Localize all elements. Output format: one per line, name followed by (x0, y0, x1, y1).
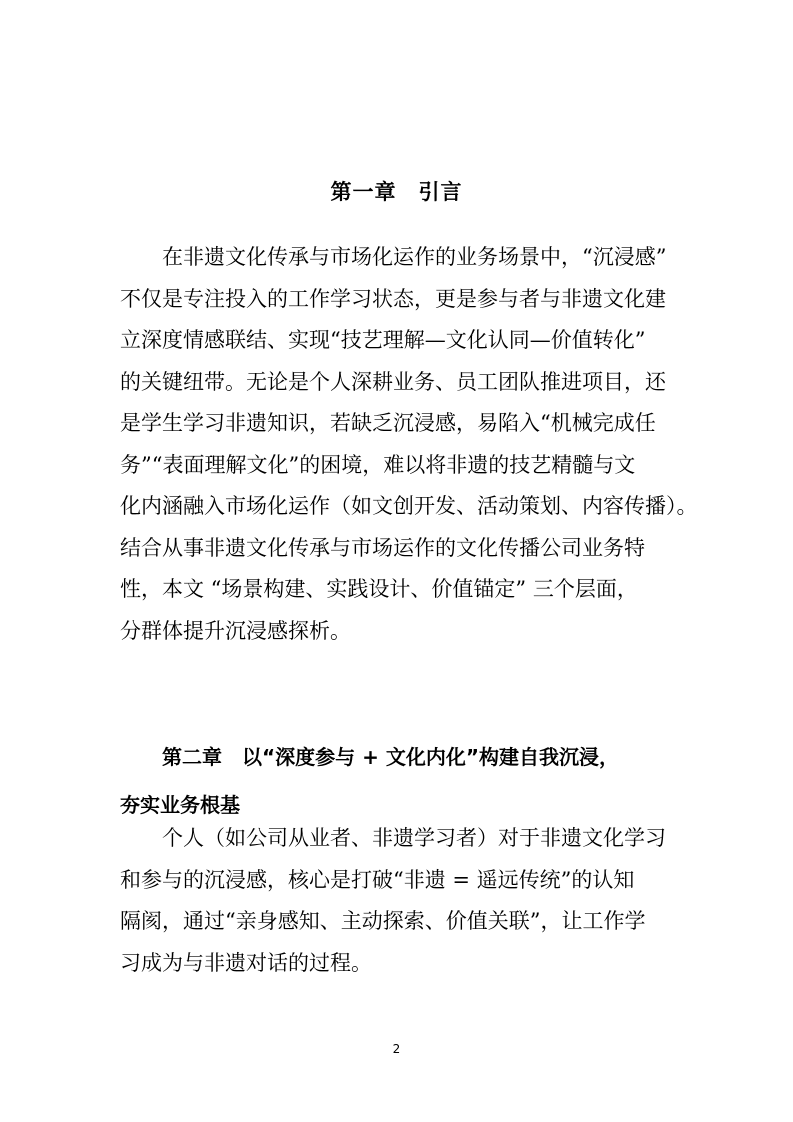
paragraph-line: 结合从事非遗文化传承与市场运作的文化传播公司业务特 (120, 535, 645, 560)
paragraph-line: 性，本文 “场景构建、实践设计、价值锚定” 三个层面， (120, 577, 638, 601)
chapter-2-title-line: 夯实业务根基 (120, 793, 240, 817)
paragraph-line: 是学生学习非遗知识，若缺乏沉浸感，易陷入“机械完成任 (120, 411, 656, 435)
paragraph-line: 不仅是专注投入的工作学习状态，更是参与者与非遗文化建 (120, 286, 666, 311)
paragraph-line: 分群体提升沉浸感探析。 (120, 618, 351, 643)
paragraph-line: 个人（如公司从业者、非遗学习者）对于非遗文化学习 (162, 826, 666, 850)
paragraph-line: 隔阂，通过“亲身感知、主动探索、价值关联”，让工作学 (120, 909, 646, 933)
chapter-1-paragraph (120, 237, 698, 652)
paragraph-line: 和参与的沉浸感，核心是打破“非遗 = 遥远传统”的认知 (120, 867, 635, 892)
chapter-1-title: 第一章 引言 (330, 180, 463, 204)
chapter-2-title-line: 第二章 以“深度参与 + 文化内化”构建自我沉浸， (162, 745, 619, 769)
paragraph-line: 的关键纽带。无论是个人深耕业务、员工团队推进项目，还 (120, 369, 666, 394)
paragraph-line: 立深度情感联结、实现“技艺理解—文化认同—价值转化” (120, 328, 646, 352)
paragraph-line: 化内涵融入市场化运作（如文创开发、活动策划、内容传播）。 (120, 494, 698, 518)
paragraph-line: 习成为与非遗对话的过程。 (120, 950, 372, 975)
paragraph-line: 务”“表面理解文化”的困境，难以将非遗的技艺精髓与文 (120, 452, 636, 477)
chapter-2-title (120, 733, 680, 829)
chapter-2-paragraph (120, 818, 680, 984)
paragraph-line: 在非遗文化传承与市场化运作的业务场景中，“沉浸感” (162, 245, 667, 269)
page-number: 2 (392, 1042, 401, 1056)
